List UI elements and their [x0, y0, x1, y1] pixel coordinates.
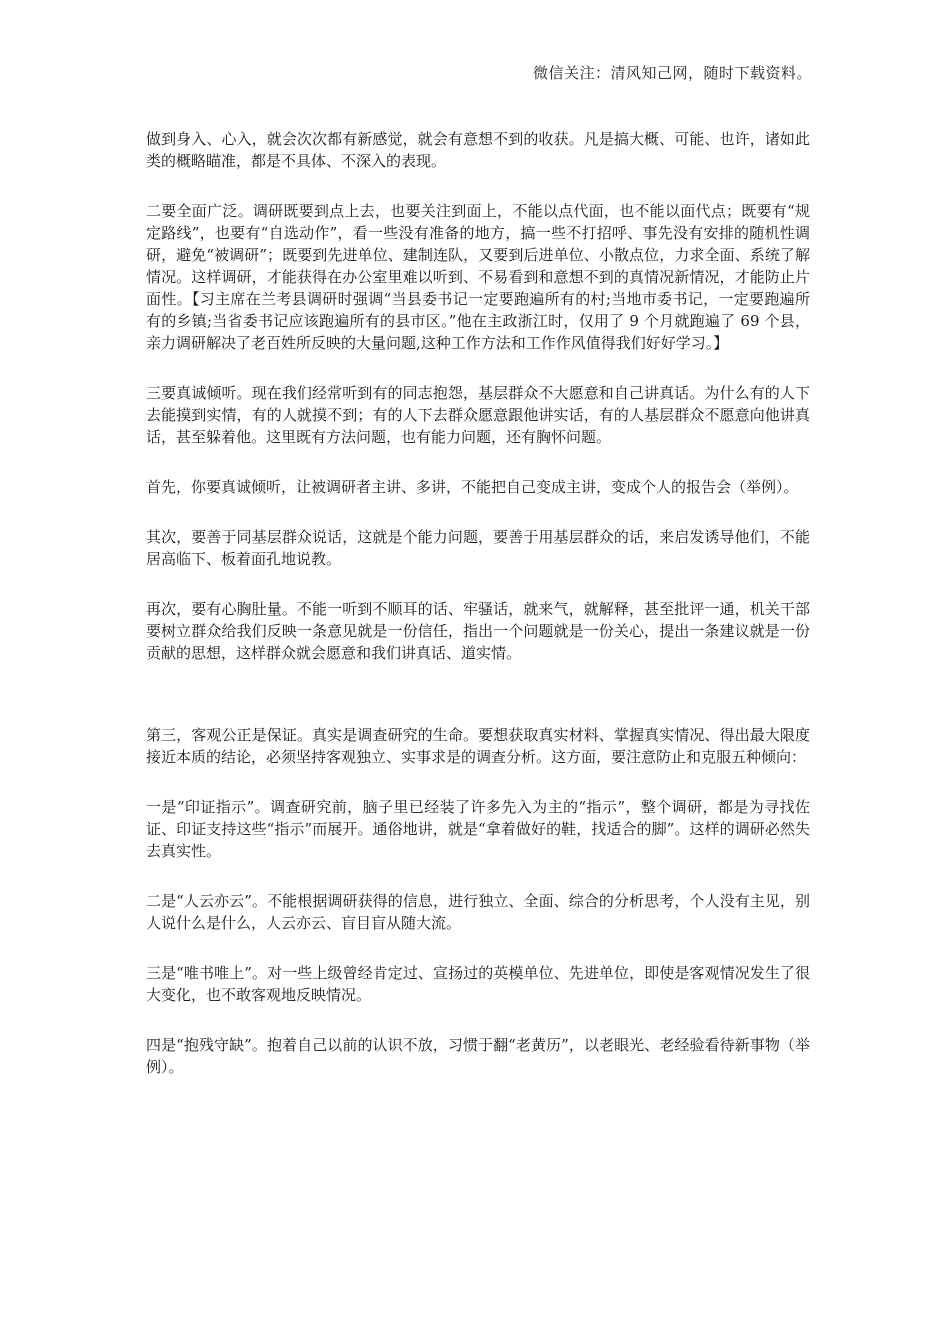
paragraph-8: 一是“印证指示”。调查研究前，脑子里已经装了许多先入为主的“指示”，整个调研，都是为寻找佐证、印证支持这些“指示”而展开。通俗地讲，就是“拿着做好的鞋，找适合的脚”。这样的调研必然失去真实性。: [146, 798, 810, 860]
paragraph-7: 第三，客观公正是保证。真实是调查研究的生命。要想获取真实材料、掌握真实情况、得出最大限度接近本质的结论，必须坚持客观独立、实事求是的调查分析。这方面，要注意防止和克服五种倾向：: [146, 726, 810, 766]
paragraph-11: 四是“抱残守缺”。抱着自己以前的认识不放，习惯于翻“老黄历”，以老眼光、老经验看待新事物（举例）。: [146, 1036, 810, 1076]
paragraph-5: 其次，要善于同基层群众说话，这就是个能力问题，要善于用基层群众的话，来启发诱导他们，不能居高临下、板着面孔地说教。: [146, 528, 810, 568]
paragraph-9: 二是“人云亦云”。不能根据调研获得的信息，进行独立、全面、综合的分析思考，个人没有主见，别人说什么是什么，人云亦云、盲目盲从随大流。: [146, 892, 810, 932]
paragraph-6: 再次，要有心胸肚量。不能一听到不顺耳的话、牢骚话，就来气，就解释，甚至批评一通，机关干部要树立群众给我们反映一条意见就是一份信任，指出一个问题就是一份关心，提出一条建议就是一份贡献的思想，这样群众就会愿意和我们讲真话、道实情。: [146, 600, 810, 662]
paragraph-1: 做到身入、心入，就会次次都有新感觉，就会有意想不到的收获。凡是搞大概、可能、也许，诸如此类的概略瞄准，都是不具体、不深入的表现。: [146, 130, 810, 170]
paragraph-10: 三是“唯书唯上”。对一些上级曾经肯定过、宣扬过的英模单位、先进单位，即使是客观情况发生了很大变化，也不敢客观地反映情况。: [146, 964, 810, 1004]
paragraph-3: 三要真诚倾听。现在我们经常听到有的同志抱怨，基层群众不大愿意和自己讲真话。为什么有的人下去能摸到实情，有的人就摸不到；有的人下去群众愿意跟他讲实话，有的人基层群众不愿意向他讲真话，甚至躲着他。这里既有方法问题，也有能力问题，还有胸怀问题。: [146, 384, 810, 446]
header-note: 微信关注：清风知己网，随时下载资料。: [532, 64, 812, 82]
paragraph-2: 二要全面广泛。调研既要到点上去，也要关注到面上，不能以点代面，也不能以面代点；既要有“规定路线”，也要有“自选动作”，看一些没有准备的地方，搞一些不打招呼、事先没有安排的随机性调研，避免“被调研”；既要到先进单位、建制连队，又要到后进单位、小散点位，力求全面、系统了解情况。这样调研，才能获得在办公室里难以听到、不易看到和意想不到的真情况新情况，才能防止片面性。【习主席在兰考县调研时强调“当县委书记一定要跑遍所有的村;当地市委书记，一定要跑遍所有的乡镇;当省委书记应该跑遍所有的县市区。”他在主政浙江时，仅用了 9 个月就跑遍了 69 个县，亲力调研解决了老百姓所反映的大量问题,这种工作方法和工作作风值得我们好好学习。】: [146, 202, 810, 352]
document-body: [146, 128, 810, 1106]
paragraph-4: 首先，你要真诚倾听，让被调研者主讲、多讲，不能把自己变成主讲，变成个人的报告会（举例）。: [146, 478, 799, 496]
